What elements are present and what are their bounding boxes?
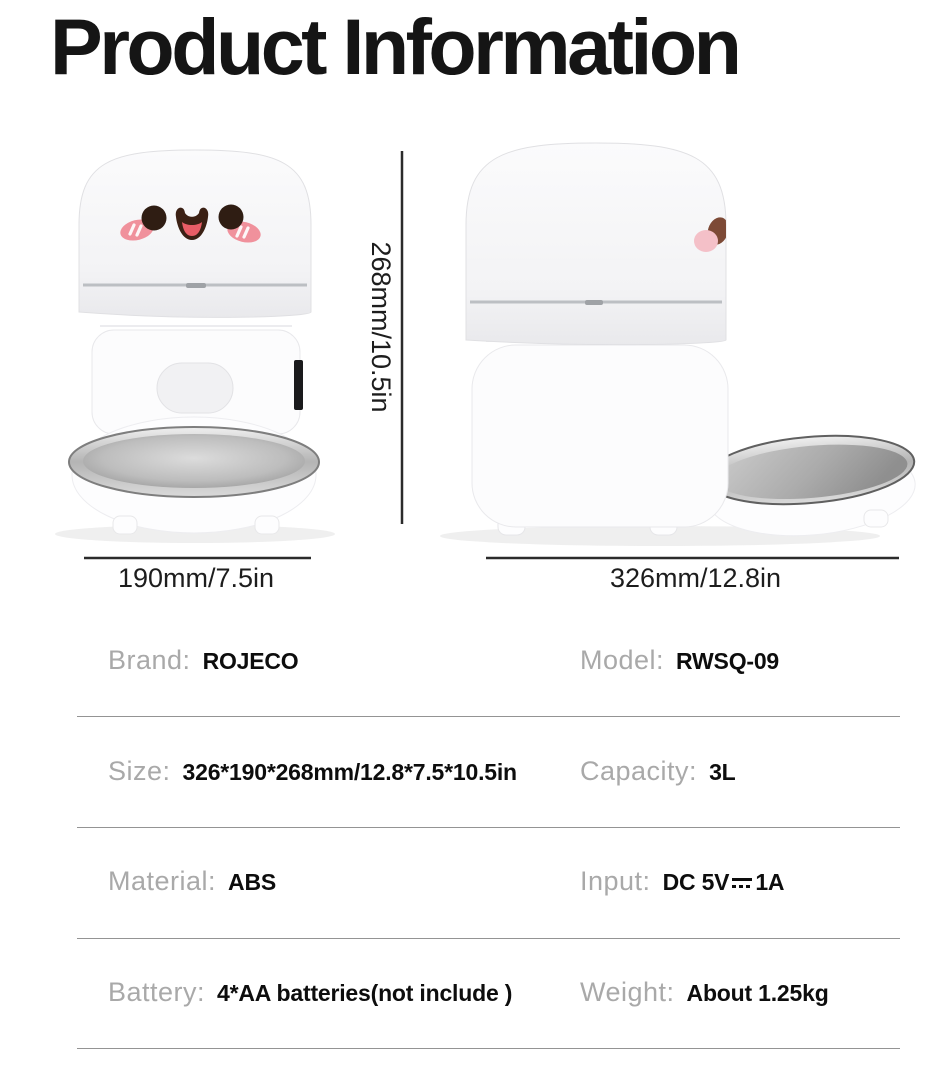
front-foot-right — [255, 516, 279, 534]
divider — [77, 938, 900, 939]
battery-label: Battery: — [108, 977, 206, 1007]
model-label: Model: — [580, 645, 665, 675]
bowl-foot — [864, 510, 888, 527]
divider — [77, 716, 900, 717]
side-cheek — [694, 230, 718, 252]
side-hopper-dome — [466, 143, 726, 345]
size-value: 326*190*268mm/12.8*7.5*10.5in — [182, 759, 517, 785]
side-body — [472, 345, 728, 527]
brand-label: Brand: — [108, 645, 191, 675]
brand-value: ROJECO — [202, 648, 299, 674]
battery-value: 4*AA batteries(not include ) — [217, 980, 513, 1006]
input-value: DC 5V 1A — [662, 869, 785, 895]
spec-row-material-input — [0, 866, 950, 906]
dispenser-opening — [157, 363, 233, 413]
left-eye — [142, 206, 167, 231]
capacity-label: Capacity: — [580, 756, 698, 786]
divider — [77, 827, 900, 828]
width-dimension-label: 190mm/7.5in — [117, 563, 275, 593]
side-bowl — [702, 428, 920, 544]
model-value: RWSQ-09 — [676, 648, 780, 674]
weight-label: Weight: — [580, 977, 675, 1007]
divider — [77, 1048, 900, 1049]
capacity-value: 3L — [709, 759, 736, 785]
front-foot-left — [113, 516, 137, 534]
feeder-side-image — [440, 143, 920, 546]
lid-latch — [186, 283, 206, 288]
size-label: Size: — [108, 756, 171, 786]
material-label: Material: — [108, 866, 217, 896]
height-dimension-label: 268mm/10.5in — [366, 241, 396, 413]
depth-dimension-label: 326mm/12.8in — [609, 563, 782, 593]
dc-symbol-icon — [732, 877, 752, 889]
input-label: Input: — [580, 866, 651, 896]
power-port — [294, 360, 303, 410]
page-title: Product Information — [50, 2, 739, 91]
right-eye — [219, 205, 244, 230]
material-value: ABS — [228, 869, 276, 895]
spec-row-brand-model — [0, 645, 950, 685]
product-images — [0, 130, 950, 560]
weight-value: About 1.25kg — [686, 980, 829, 1006]
spec-row-size-capacity — [0, 756, 950, 796]
spec-row-battery-weight — [0, 977, 950, 1017]
feeder-front-image — [55, 150, 335, 543]
